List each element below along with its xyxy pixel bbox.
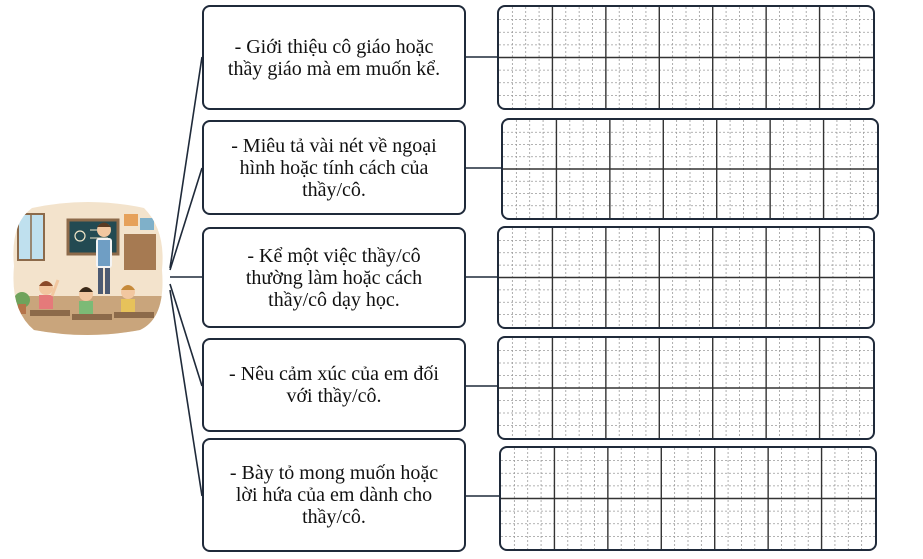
prompt-line: hình hoặc tính cách của	[239, 156, 429, 179]
prompt-line: - Bày tỏ mong muốn hoặc	[229, 462, 439, 484]
prompt-line: - Miêu tả vài nét về ngoại	[231, 134, 437, 157]
prompt-wish-promise	[202, 438, 466, 552]
prompt-line: thường làm hoặc cách	[245, 266, 423, 289]
writing-grid-3[interactable]	[497, 226, 875, 329]
writing-grid-5[interactable]	[499, 446, 877, 551]
prompt-text	[231, 135, 437, 201]
prompt-line: với thầy/cô.	[286, 385, 382, 407]
classroom-icon	[12, 200, 164, 336]
connector-to-prompt-1	[170, 57, 202, 268]
prompt-line: - Kể một việc thầy/cô	[247, 244, 421, 267]
grid-lines	[499, 228, 873, 327]
prompt-text	[246, 245, 422, 311]
connector-to-prompt-5	[170, 290, 202, 496]
grid-lines	[499, 338, 873, 438]
prompt-line: lời hứa của em dành cho	[235, 484, 433, 506]
grid-lines	[503, 120, 877, 218]
connector-to-prompt-2	[170, 168, 202, 270]
prompt-text	[229, 363, 439, 407]
prompt-text	[230, 462, 438, 528]
grid-lines	[501, 448, 875, 549]
grid-lines	[499, 7, 873, 108]
prompt-feelings	[202, 338, 466, 432]
prompt-describe-appearance	[202, 120, 466, 215]
teacher-classroom-illustration	[12, 200, 164, 336]
prompt-line: thầy/cô.	[302, 178, 366, 201]
prompt-line: thầy/cô.	[302, 506, 366, 528]
prompt-text	[228, 36, 440, 80]
writing-grid-1[interactable]	[497, 5, 875, 110]
writing-grid-4[interactable]	[497, 336, 875, 440]
prompt-introduce-teacher	[202, 5, 466, 110]
connector-to-prompt-4	[170, 284, 202, 386]
writing-grid-2[interactable]	[501, 118, 879, 220]
prompt-line: thầy/cô dạy học.	[268, 288, 400, 311]
prompt-line: thầy giáo mà em muốn kể.	[227, 57, 441, 80]
prompt-line: - Giới thiệu cô giáo hoặc	[234, 35, 434, 58]
prompt-teaching-habit	[202, 227, 466, 328]
prompt-line: - Nêu cảm xúc của em đối	[229, 363, 439, 385]
